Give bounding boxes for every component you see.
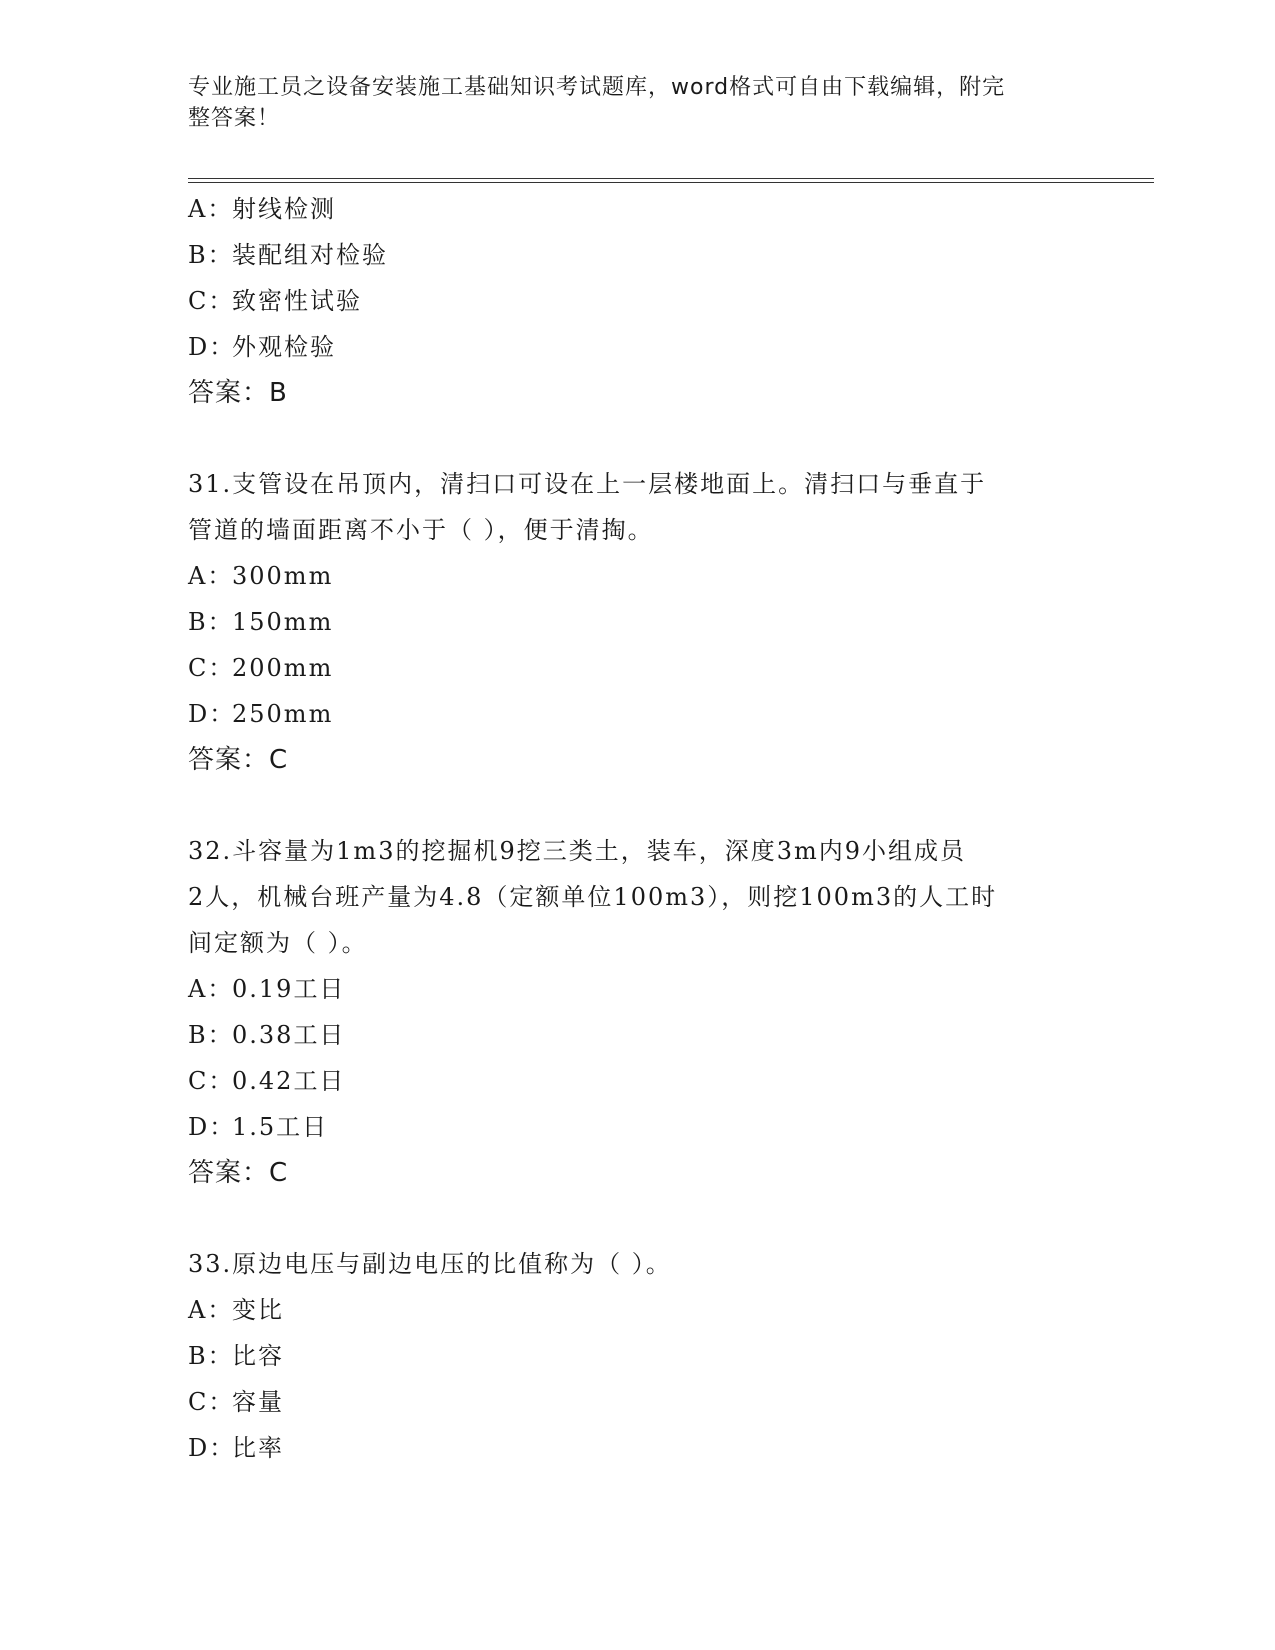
question-31 [188,461,1088,783]
document-header [188,72,1068,134]
spacer [188,783,1088,828]
header-divider-top [188,178,1154,179]
option-d: D：外观检验 [188,333,336,361]
option-a: A：300mm [188,562,334,590]
option-a: A：射线检测 [188,195,336,223]
question-prev [188,186,1088,416]
question-text-line: 管道的墙面距离不小于（ ），便于清掏。 [188,516,654,544]
option-c: C：200mm [188,654,334,682]
question-33 [188,1241,1088,1471]
question-text-line: 32.斗容量为1m3的挖掘机9挖三类土，装车，深度3m内9小组成员 [188,837,967,865]
header-divider-bottom [188,182,1154,183]
option-c: C：0.42工日 [188,1067,346,1095]
option-b: B：0.38工日 [188,1021,346,1049]
option-a: A：变比 [188,1296,284,1324]
question-text-line: 31.支管设在吊顶内，清扫口可设在上一层楼地面上。清扫口与垂直于 [188,470,987,498]
question-text-line: 间定额为（ ）。 [188,929,368,957]
option-b: B：150mm [188,608,334,636]
option-c: C：容量 [188,1388,284,1416]
answer-line: 答案：C [188,1158,289,1188]
spacer [188,1196,1088,1241]
option-c: C：致密性试验 [188,287,362,315]
option-b: B：比容 [188,1342,284,1370]
header-line-2: 整答案！ [188,106,281,131]
option-a: A：0.19工日 [188,975,346,1003]
option-d: D：250mm [188,700,334,728]
question-text-line: 2人，机械台班产量为4.8（定额单位100m3），则挖100m3的人工时 [188,883,998,911]
option-b: B：装配组对检验 [188,241,388,269]
option-d: D：1.5工日 [188,1113,329,1141]
answer-line: 答案：C [188,745,289,775]
question-text-line: 33.原边电压与副边电压的比值称为（ ）。 [188,1250,672,1278]
spacer [188,416,1088,461]
question-content [188,186,1088,1471]
question-32 [188,828,1088,1196]
answer-line: 答案：B [188,378,288,408]
option-d: D：比率 [188,1434,284,1462]
header-line-1: 专业施工员之设备安装施工基础知识考试题库，word格式可自由下载编辑，附完 [188,75,1006,100]
